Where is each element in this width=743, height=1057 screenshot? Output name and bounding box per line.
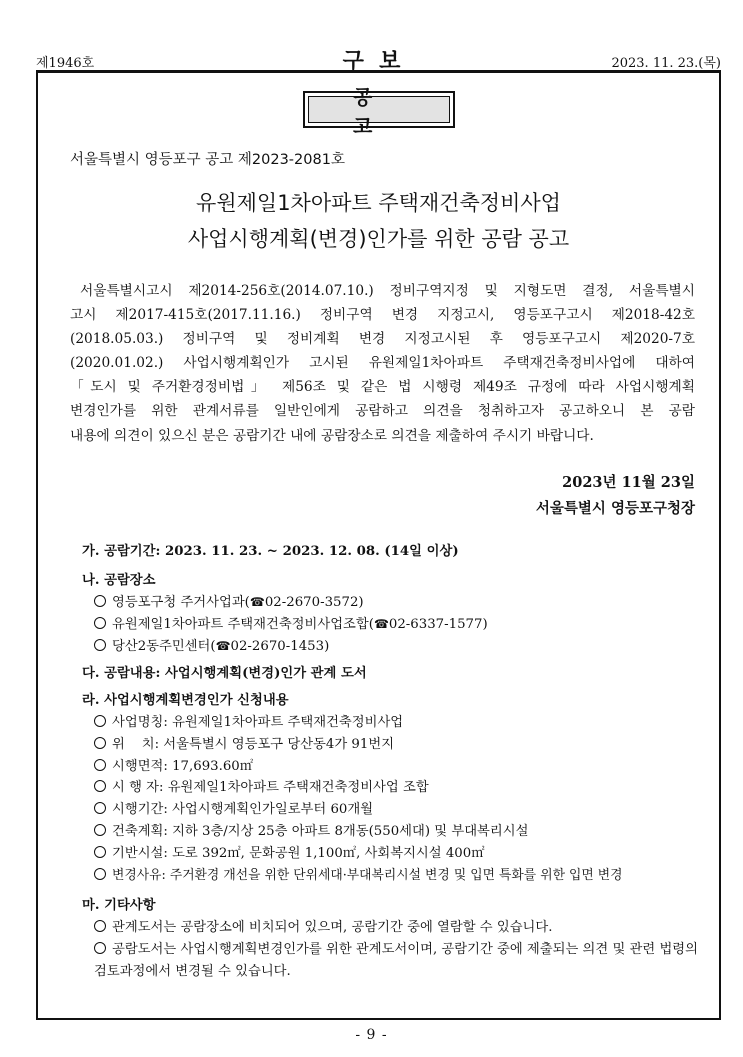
issue-date: 2023. 11. 23.(목) [611,56,721,71]
list-item: 건축계획: 지하 3층/지상 25층 아파트 8개동(550세대) 및 부대복리시설 [82,821,702,843]
list-item: 시행면적: 17,693.60㎡ [82,756,702,778]
circle-bullet-icon [94,802,106,814]
notice-type-label: 공고 [308,96,450,123]
page-header [0,0,743,74]
notice-issuer: 서울특별시 영등포구청장 [535,500,695,517]
list-item: 사업명칭: 유원제일1차아파트 주택재건축정비사업 [82,712,702,734]
notice-type-box [303,84,455,138]
list-item: 유원제일1차아파트 주택재건축정비사업조합(☎02-6337-1577) [82,614,702,636]
notice-body [70,279,695,448]
body-line: 고시 제2017-415호(2017.11.16.) 정비구역 변경 지정고시, 영등포구고시 제2018-42호 [70,307,695,324]
gazette-title: 구 보 [342,49,401,74]
circle-bullet-icon [94,639,106,651]
body-line: (2020.01.02.) 사업시행계획인가 고시된 유원제일1차아파트 주택재건축정비사업에 대하여 [70,355,695,372]
circle-bullet-icon [94,617,106,629]
list-item: 시행기간: 사업시행계획인가일로부터 60개월 [82,799,702,821]
telephone-icon: ☎ [249,595,265,609]
section-heading: 마. 기타사항 [82,898,156,913]
circle-bullet-icon [94,595,106,607]
section-contents [82,663,702,685]
section-location [82,570,702,657]
list-item: 위 치: 서울특별시 영등포구 당산동4가 91번지 [82,734,702,756]
section-heading: 가. 공람기간: 2023. 11. 23. ~ 2023. 12. 08. (14일 이상) [82,544,459,559]
telephone-icon: ☎ [215,638,231,653]
body-line: 변경인가를 위한 관계서류를 일반인에게 공람하고 의견을 청취하고자 공고하오니 본 공람 [70,403,695,420]
notice-number: 서울특별시 영등포구 공고 제2023-2081호 [70,152,345,168]
issue-number: 제1946호 [36,56,95,71]
circle-bullet-icon [94,920,106,932]
section-heading: 라. 사업시행계획변경인가 신청내용 [82,693,289,708]
circle-bullet-icon [94,868,106,880]
section-other [82,895,702,983]
circle-bullet-icon [94,824,106,836]
notice-title [38,185,719,257]
list-item: 공람도서는 사업시행계획변경인가를 위한 관계도서이며, 공람기간 중에 제출되는 의견 및 관련 법령의 검토과정에서 변경될 수 있습니다. [94,941,698,979]
body-line: 내용에 의견이 있으신 분은 공람기간 내에 공람장소로 의견을 제출하여 주시기 바랍니다. [70,427,594,444]
notice-title-line-2: 사업시행계획(변경)인가를 위한 공람 공고 [187,227,570,251]
list-item: 영등포구청 주거사업과(☎02-2670-3572) [82,592,702,614]
circle-bullet-icon [94,759,106,771]
section-heading: 다. 공람내용: 사업시행계획(변경)인가 관계 도서 [82,666,367,681]
list-item: 당산2동주민센터(☎02-2670-1453) [82,636,702,658]
body-line: (2018.05.03.) 정비구역 및 정비계획 변경 지정고시된 후 영등포구고시 제2020-7호 [70,331,695,348]
circle-bullet-icon [94,780,106,792]
body-line: 「도시 및 주거환경정비법」 제56조 및 같은 법 시행령 제49조 규정에 따라 사업시행계획 [70,379,695,396]
list-item: 변경사유: 주거환경 개선을 위한 단위세대·부대복리시설 변경 및 입면 특화를 위한 입면 변경 [82,865,702,887]
section-heading: 나. 공람장소 [82,573,156,588]
section-period [82,541,702,563]
circle-bullet-icon [94,737,106,749]
notice-title-line-1: 유원제일1차아파트 주택재건축정비사업 [196,191,561,215]
telephone-icon: ☎ [373,616,389,631]
circle-bullet-icon [94,942,106,954]
page-number: - 9 - [355,1027,388,1043]
notice-date: 2023년 11월 23일 [562,474,695,491]
section-application [82,690,702,886]
list-item: 관계도서는 공람장소에 비치되어 있으며, 공람기간 중에 열람할 수 있습니다. [82,917,702,939]
notice-frame [36,70,721,1020]
circle-bullet-icon [94,715,106,727]
list-item: 기반시설: 도로 392㎡, 문화공원 1,100㎡, 사회복지시설 400㎡ [82,843,702,865]
circle-bullet-icon [94,846,106,858]
list-item: 시 행 자: 유원제일1차아파트 주택재건축정비사업 조합 [82,777,702,799]
body-line: 서울특별시고시 제2014-256호(2014.07.10.) 정비구역지정 및 지형도면 결정, 서울특별시 [80,283,695,299]
